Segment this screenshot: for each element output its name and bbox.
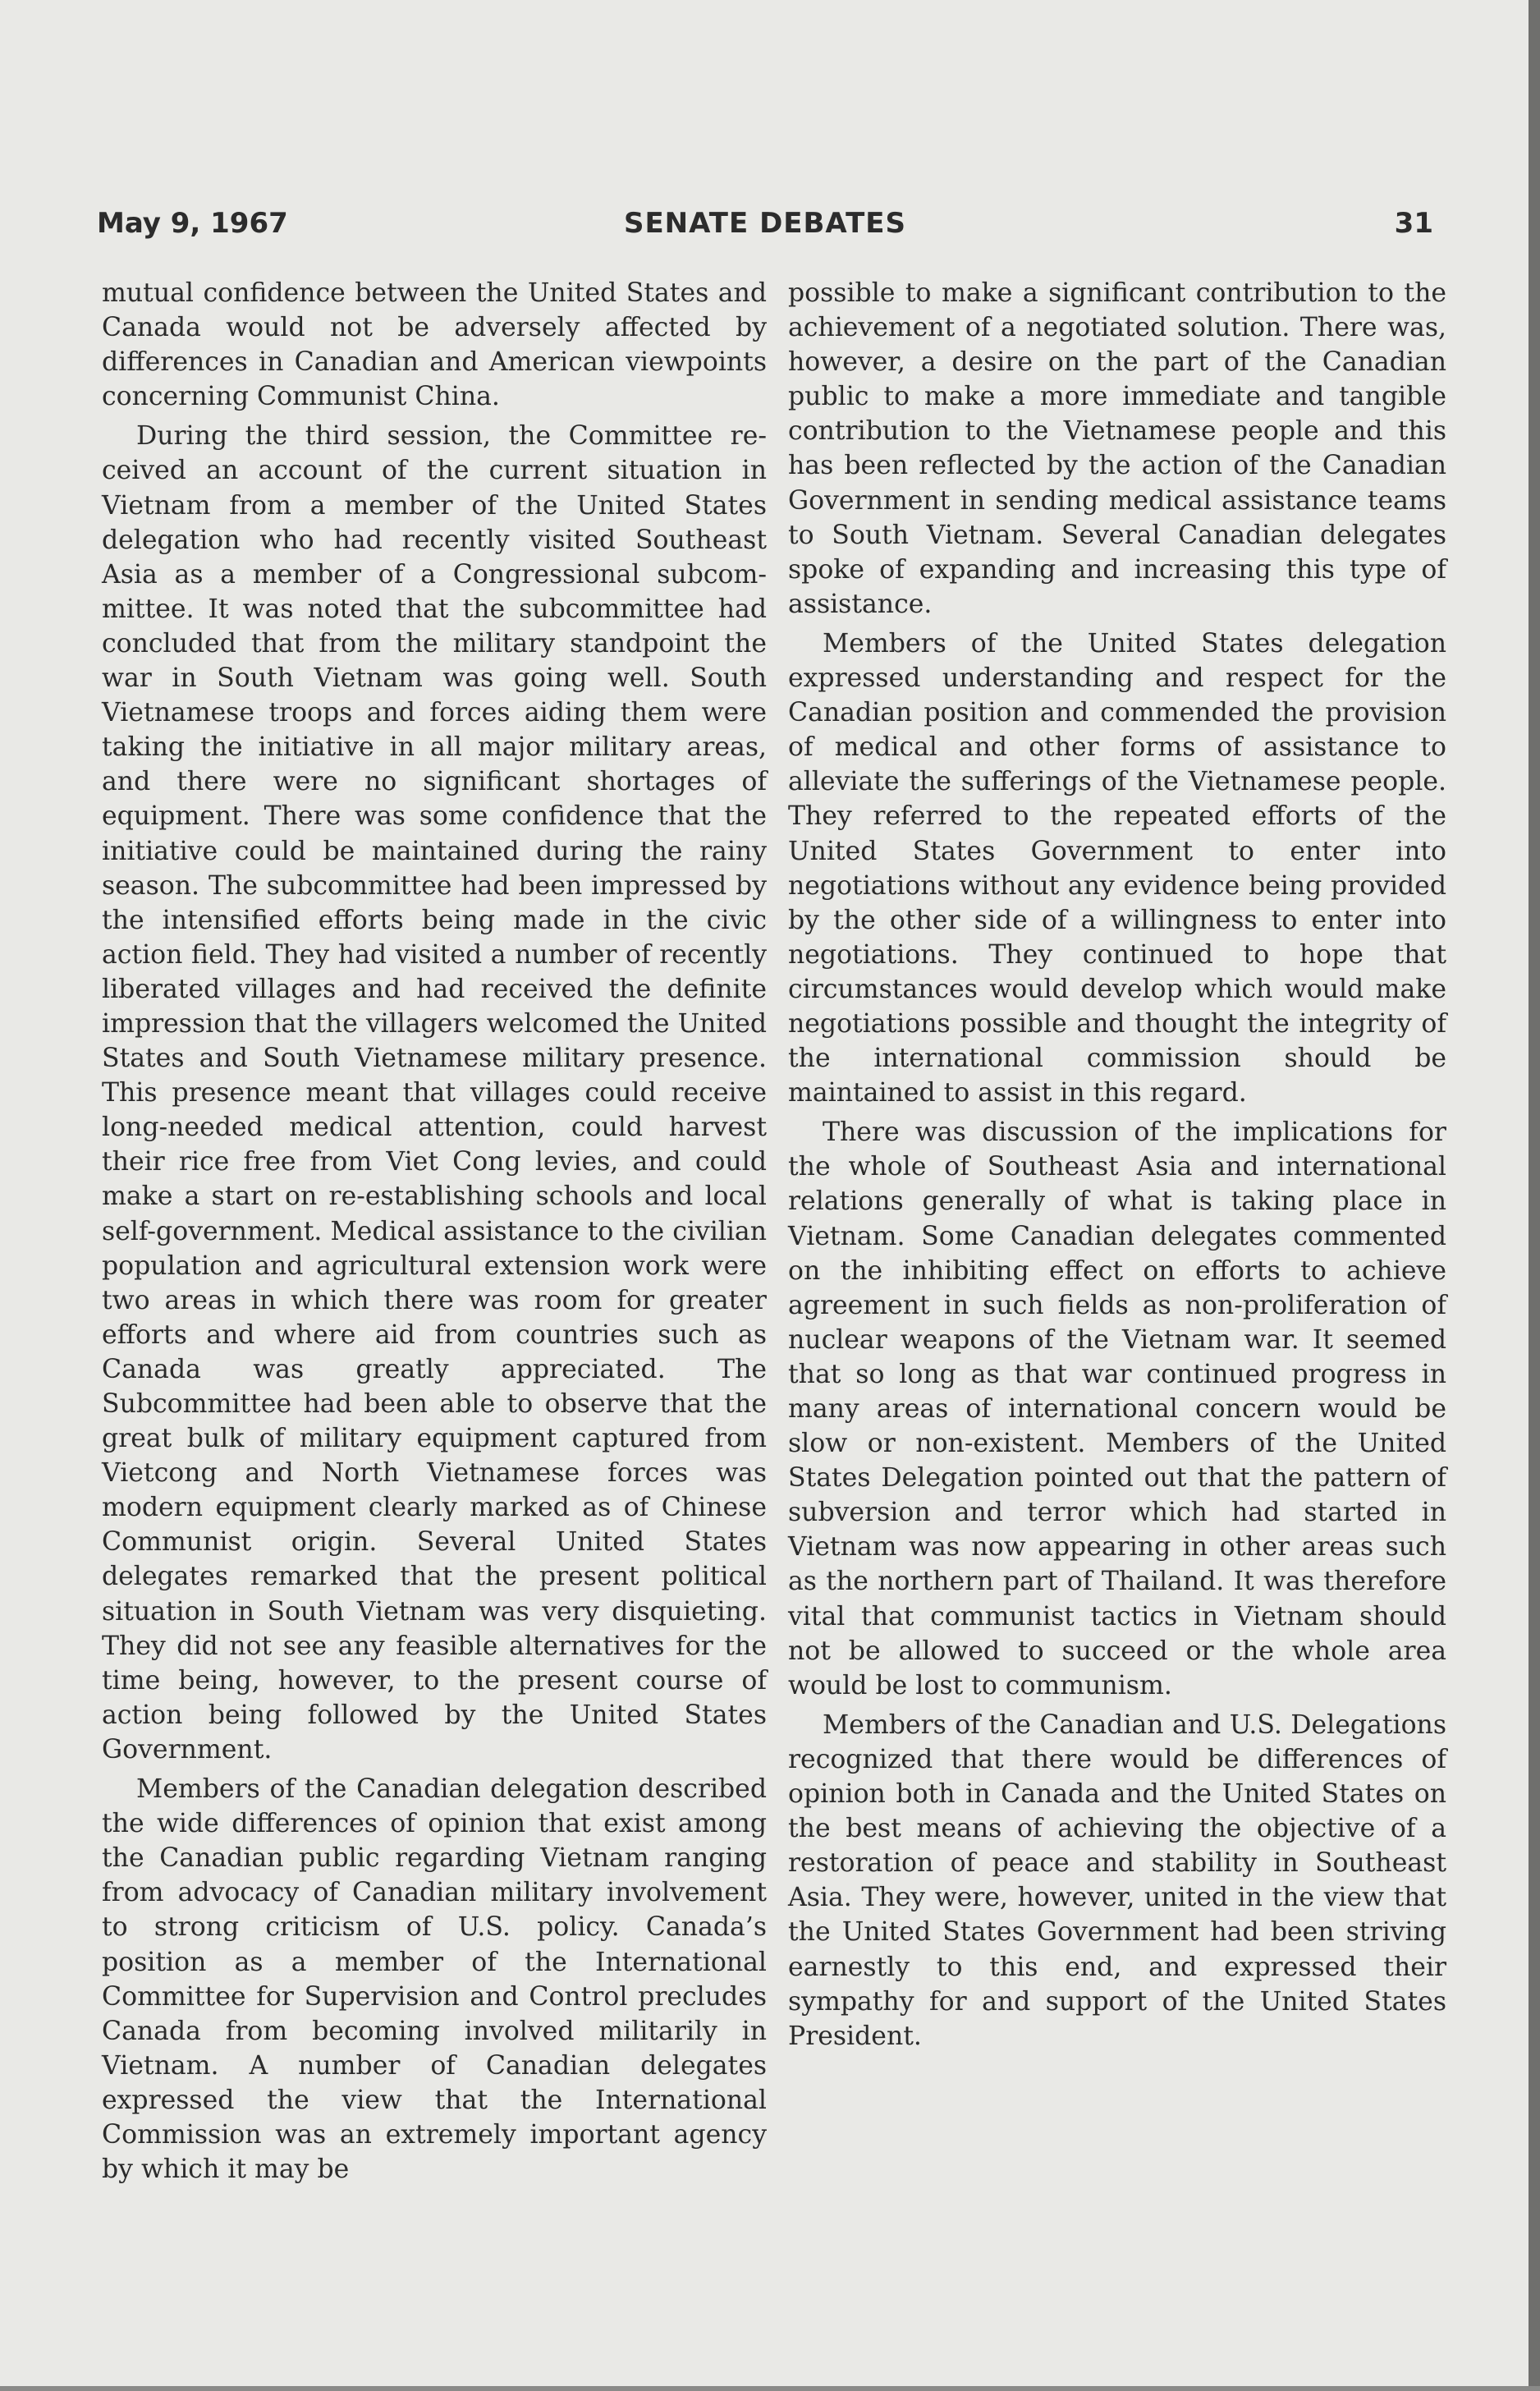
- scan-edge-bottom: [0, 2386, 1540, 2391]
- right-paragraph-3: There was discussion of the implications for the whole of Southeast Asia and international relations generally of what is taking place in Vietnam. Some Canadian delegates commented on the inhibiting effect on efforts to achieve agreement in such fields as non-proliferation of nuclear weapons of the Vietnam war. It seemed that so long as that war continued progress in many areas of international concern would be slow or non-existent. Members of the United States Delegation pointed out that the pattern of subversion and terror which had started in Vietnam was now appearing in other areas such as the northern part of Thailand. It was therefore vital that communist tactics in Vietnam should not be allowed to succeed or the whole area would be lost to communism.: [788, 1117, 1446, 1700]
- scan-edge-right: [1529, 0, 1540, 2391]
- left-paragraph-3: Members of the Canadian delegation described the wide differences of opinion that exist among the Canadian public regarding Vietnam ranging from advocacy of Canadian military involvement to strong criticism of U.S. policy. Canada’s position as a member of the International Committee for Supervision and Control precludes Canada from becoming involved militarily in Vietnam. A number of Canadian delegates expressed the view that the International Commission was an extremely important agency by which it may be: [102, 1774, 767, 2185]
- running-head: [97, 207, 1433, 248]
- right-paragraph-2: Members of the United States delegation expressed understanding and respect for the Canadian position and commended the provision of medical and other forms of assistance to alleviate the sufferings of the Vietnamese people. They referred to the repeated efforts of the United States Government to enter into negotiations without any evidence being provided by the other side of a willingness to enter into negotiations. They continued to hope that circumstances would develop which would make negotiations possible and thought the integrity of the international commission should be maintained to assist in this regard.: [788, 628, 1446, 1108]
- header-page-number: 31: [1394, 207, 1433, 240]
- header-title: SENATE DEBATES: [623, 207, 907, 240]
- left-paragraph-2: During the third session, the Committee received an account of the current situation in Vietnam from a member of the United States delegation who had recently visited Southeast Asia as a member of a Congressional subcommittee. It was noted that the subcommittee had concluded that from the military standpoint the war in South Vietnam was going well. South Vietnamese troops and forces aiding them were taking the initiative in all major military areas, and there were no significant shortages of equipment. There was some confidence that the initiative could be maintained during the rainy season. The subcommittee had been impressed by the intensified efforts being made in the civic action field. They had visited a number of recently liberated villages and had received the definite impression that the villagers welcomed the United States and South Vietnamese military presence. This presence meant that villages could receive long-needed medical attention, could harvest their rice free from Viet Cong levies, and could make a start on re-establishing schools and local self-government. Medical assistance to the civilian population and agricultural extension work were two areas in which there was room for greater efforts and where aid from countries such as Canada was greatly appreciated. The Subcommittee had been able to observe that the great bulk of military equipment captured from Vietcong and North Vietnamese forces was modern equipment clearly marked as of Chinese Communist origin. Several United States delegates remarked that the present political situation in South Vietnam was very disquieting. They did not see any feasible alternatives for the time being, however, to the present course of action being followed by the United States Government.: [102, 421, 767, 1765]
- header-date: May 9, 1967: [97, 207, 288, 240]
- left-column: [102, 276, 767, 2187]
- right-paragraph-1: possible to make a significant contribution to the achievement of a negotiated solution. There was, however, a desire on the part of the Canadian public to make a more immediate and tangible contribution to the Vietnamese people and this has been reflected by the action of the Canadian Government in sending medical assistance teams to South Vietnam. Several Canadian delegates spoke of expanding and increasing this type of assistance.: [788, 278, 1446, 619]
- left-paragraph-1: mutual confidence between the United States and Canada would not be adversely affected by differences in Canadian and American viewpoints concerning Communist China.: [102, 278, 767, 412]
- right-column: [788, 276, 1446, 2054]
- right-paragraph-4: Members of the Canadian and U.S. Delegations recognized that there would be differences of opinion both in Canada and the United States on the best means of achieving the objective of a restoration of peace and stability in Southeast Asia. They were, however, united in the view that the United States Government had been striving earnestly to this end, and expressed their sympathy for and support of the United States President.: [788, 1709, 1446, 2051]
